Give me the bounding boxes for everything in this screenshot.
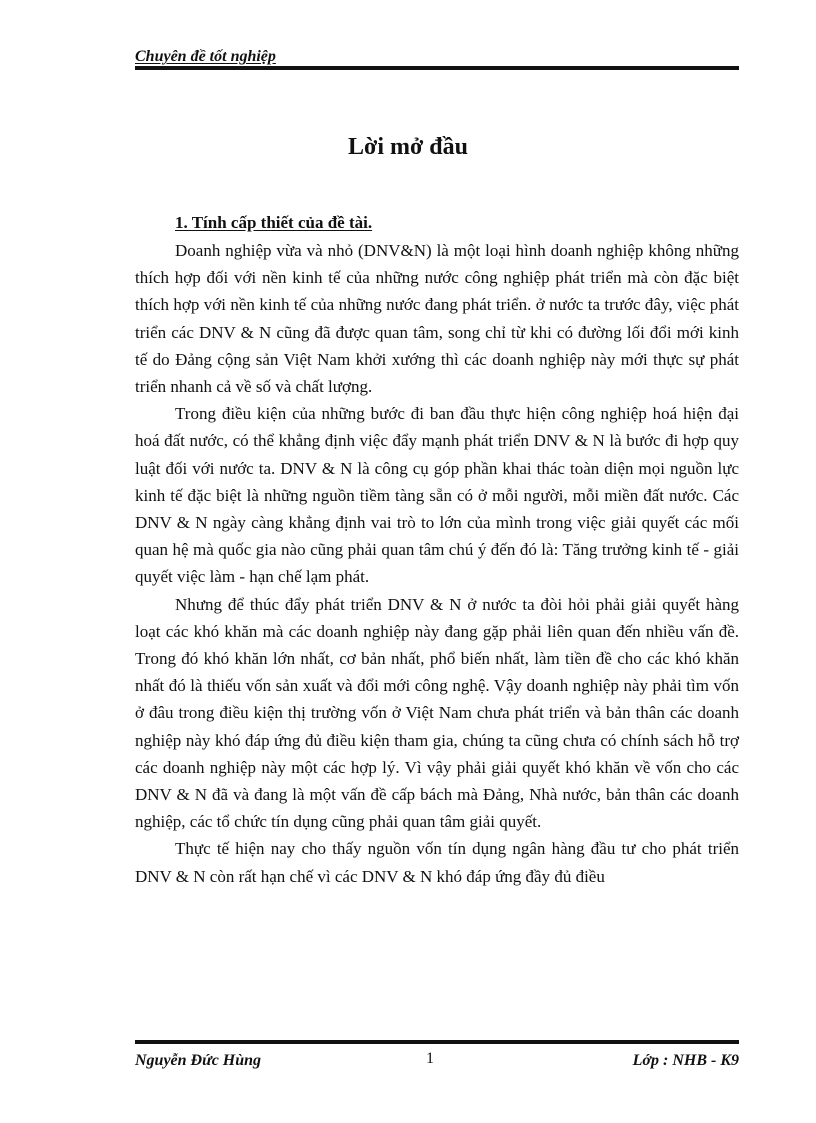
page-number: 1 [426, 1050, 434, 1067]
document-title: Lời mở đầu [348, 134, 468, 160]
header-rule [135, 66, 739, 70]
footer-class-label: Lớp : NHB - K9 [632, 1052, 739, 1069]
footer-author: Nguyễn Đức Hùng [135, 1052, 262, 1069]
paragraph: Trong điều kiện của những bước đi ban đầu thực hiện công nghiệp hoá hiện đại hoá đất nước, có thể khẳng định việc đẩy mạnh phát triển DNV & N là bước đi hợp quy luật đối với nước ta. DNV & N là công cụ góp phần khai thác toàn diện mọi nguồn lực kinh tế đặc biệt là những nguồn tiềm tàng sẵn có ở mỗi người, mỗi miền đất nước. Các DNV & N ngày càng khẳng định vai trò to lớn của mình trong việc giải quyết các mối quan hệ mà quốc gia nào cũng phải quan tâm chú ý đến đó là: Tăng trưởng kinh tế - giải quyết việc làm - hạn chế lạm phát. [135, 404, 739, 587]
paragraph: Thực tế hiện nay cho thấy nguồn vốn tín dụng ngân hàng đầu tư cho phát triển DNV & N còn rất hạn chế vì các DNV & N khó đáp ứng đầy đủ điều [135, 839, 739, 886]
document-body [135, 237, 739, 890]
section-heading: 1. Tính cấp thiết của đề tài. [175, 213, 373, 232]
paragraph: Nhưng để thúc đẩy phát triển DNV & N ở nước ta đòi hỏi phải giải quyết hàng loạt các khó khăn mà các doanh nghiệp này đang gặp phải liên quan đến nhiều vấn đề. Trong đó khó khăn lớn nhất, cơ bản nhất, phổ biến nhất, làm tiền đề cho các khó khăn nhất đó là thiếu vốn sản xuất và đổi mới công nghệ. Vậy doanh nghiệp này phải tìm vốn ở đâu trong điều kiện thị trường vốn ở Việt Nam chưa phát triển và bản thân các doanh nghiệp này khó đáp ứng đủ điều kiện tham gia, chúng ta cũng chưa có chính sách hỗ trợ các doanh nghiệp này một các hợp lý. Vì vậy phải giải quyết khó khăn về vốn cho các DNV & N đã và đang là một vấn đề cấp bách mà Đảng, Nhà nước, bản thân các doanh nghiệp, các tổ chức tín dụng cũng phải quan tâm giải quyết. [135, 594, 739, 832]
header-title: Chuyên đề tốt nghiệp [135, 48, 276, 65]
paragraph: Doanh nghiệp vừa và nhỏ (DNV&N) là một loại hình doanh nghiệp không những thích hợp đối với nền kinh tế của những nước công nghiệp phát triển mà còn đặc biệt thích hợp với nền kinh tế của những nước đang phát triển. ở nước ta trước đây, việc phát triển các DNV & N cũng đã được quan tâm, song chỉ từ khi có đường lối đổi mới kinh tế do Đảng cộng sản Việt Nam khởi xướng thì các doanh nghiệp này mới thực sự phát triển nhanh cả về số và chất lượng. [135, 241, 739, 397]
footer-rule [135, 1040, 739, 1044]
